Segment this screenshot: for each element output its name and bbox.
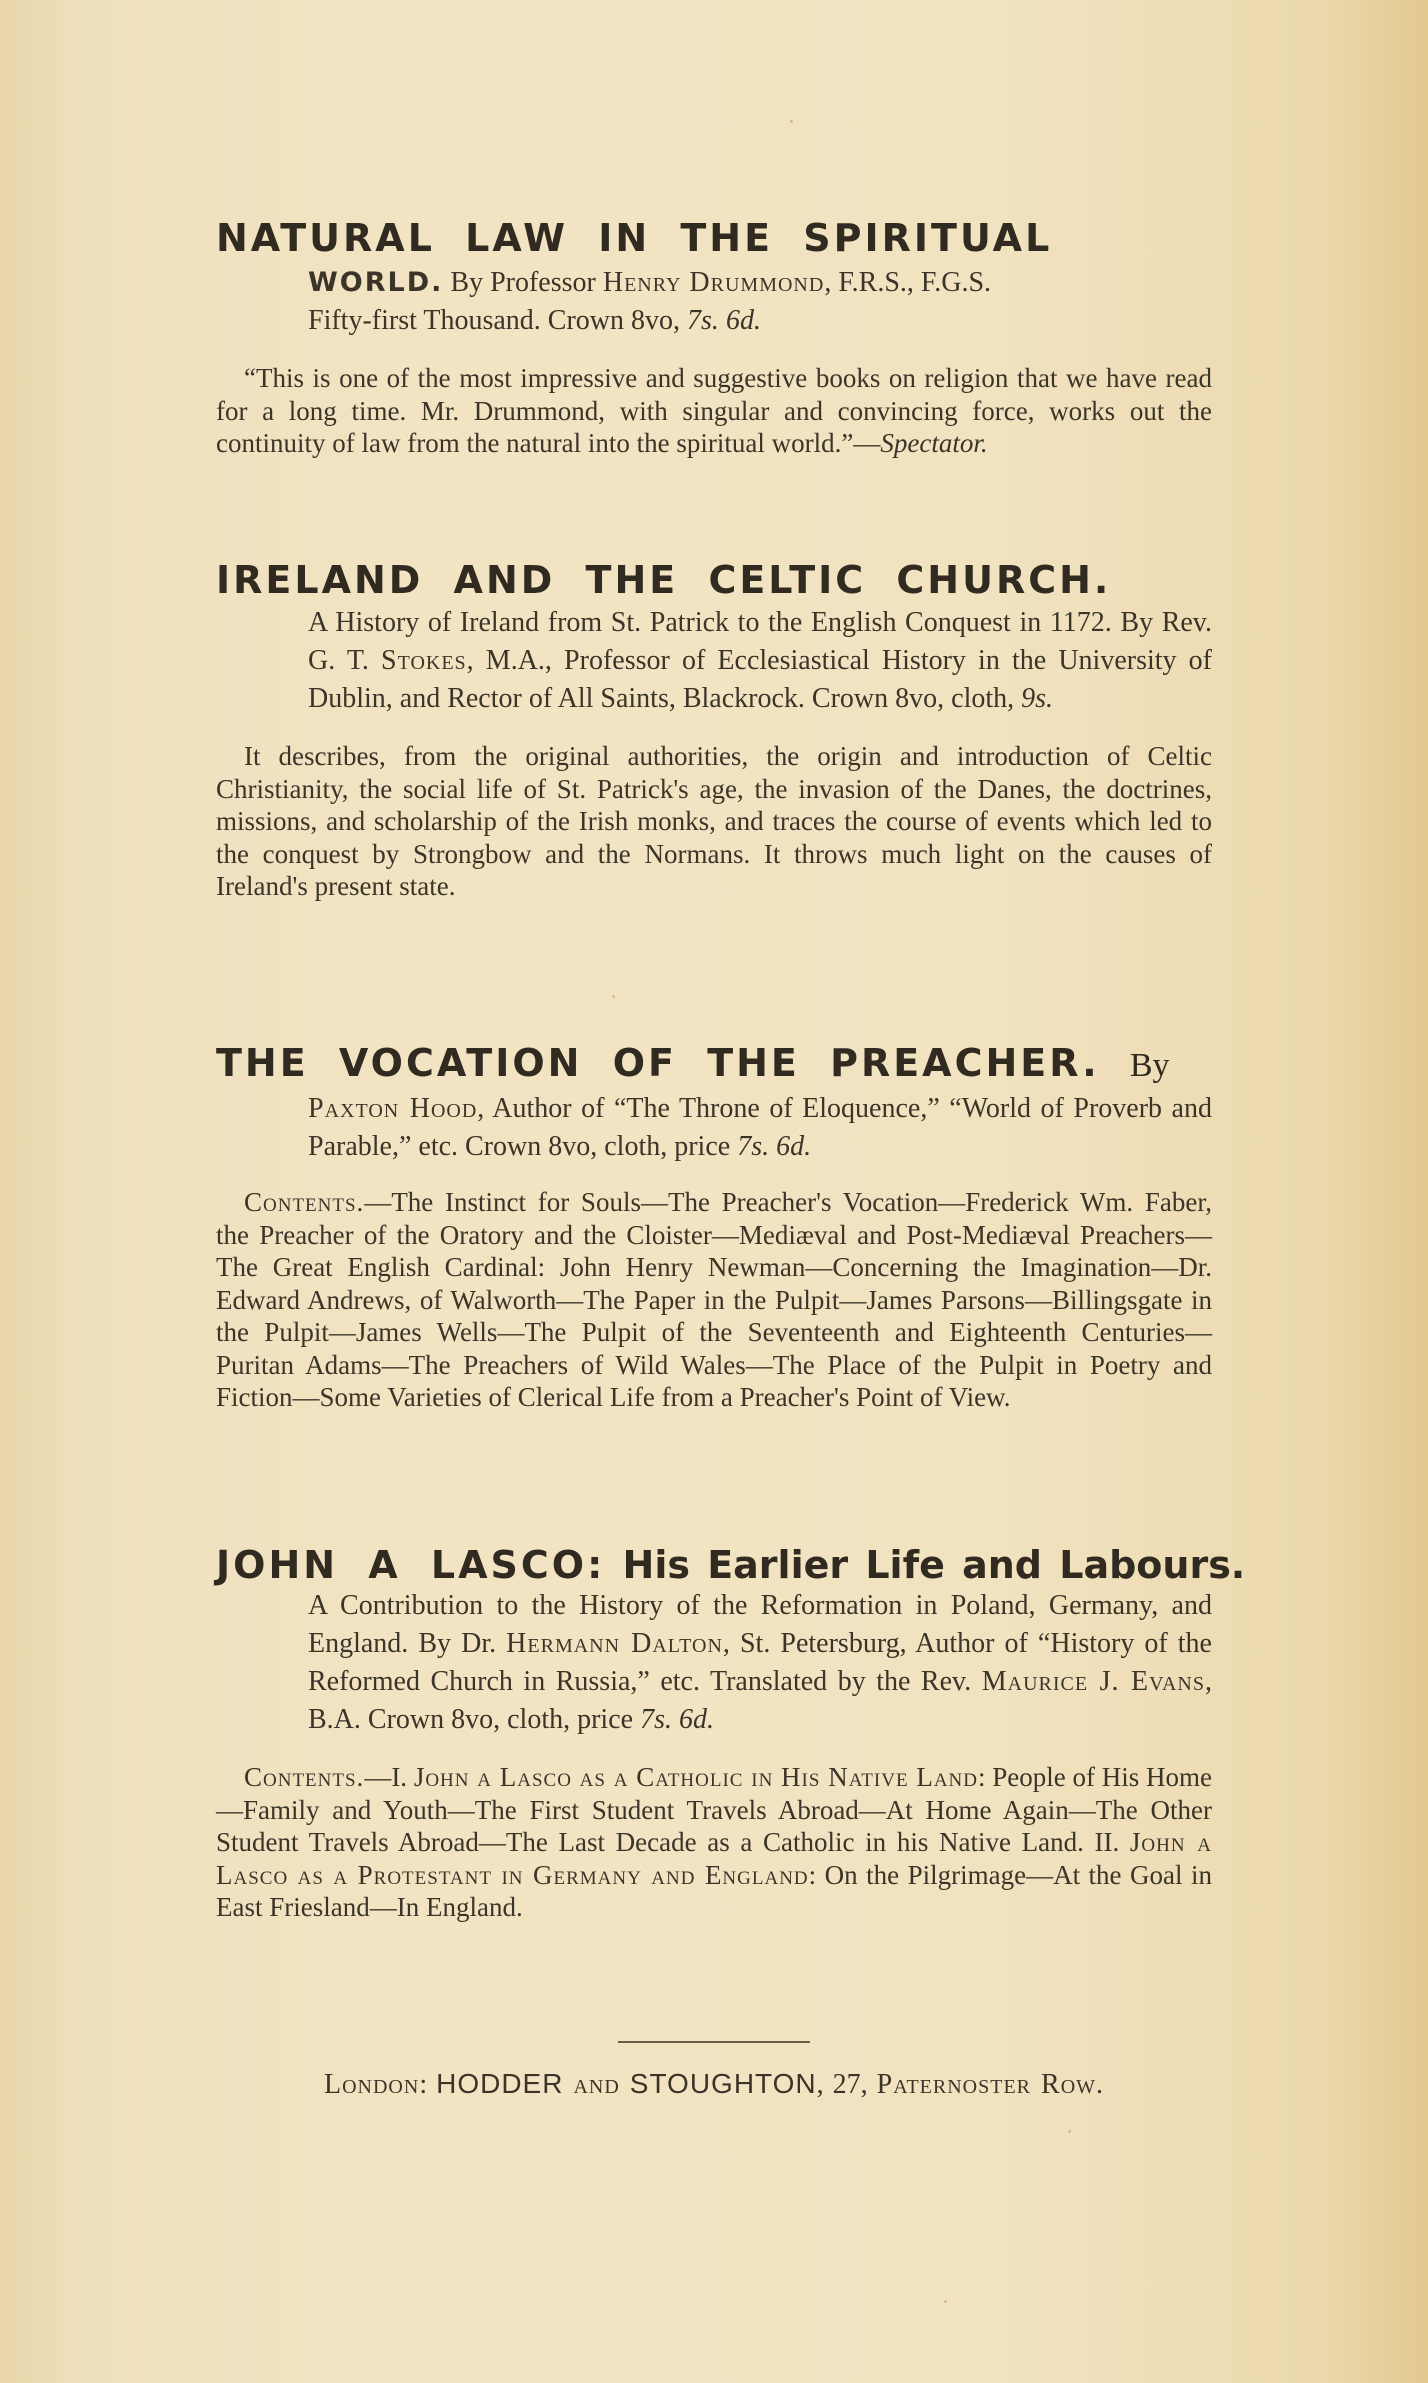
price: 9s. [1021, 683, 1054, 714]
publisher-imprint: London: HODDER and STOUGHTON, 27, Paternoster Row. [323, 2068, 1105, 2100]
paper-speck [612, 995, 615, 998]
entry-ireland [216, 560, 1212, 903]
entry-natural-law [216, 218, 1212, 460]
entry-contents: Contents.—The Instinct for Souls—The Preacher's Vocation—Frederick Wm. Faber, the Preacher of the Oratory and the Cloister—Mediæval and Post-Mediæval Preachers—The Great English Cardinal: John Henry Newman—Concerning the Imagination—Dr. Edward Andrews, of Walworth—The Paper in the Pulpit—James Parsons—Billingsgate in the Pulpit—James Wells—The Pulpit of the Seventeenth and Eighteenth Centuries—Puritan Adams—The Preachers of Wild Wales—The Place of the Pulpit in Poetry and Fiction—Some Varieties of Clerical Life from a Preacher's Point of View. [216, 1187, 1212, 1412]
author-name: Paxton Hood [308, 1093, 478, 1124]
price: 7s. [640, 1704, 672, 1735]
author-name: Henry Drummond [602, 267, 825, 298]
price: 7s. [687, 305, 719, 336]
paper-speck [790, 120, 793, 123]
footer-divider [618, 2041, 810, 2043]
contents-label: Contents. [244, 1187, 365, 1217]
price: 7s. [737, 1131, 770, 1162]
entry-review: It describes, from the original authorities, the origin and introduction of Celtic Christianity, the social life of St. Patrick's age, the invasion of the Danes, the doctrines, missions, and scholarship of the Irish monks, and traces the course of events which led to the conquest by Strongbow and the Normans. It throws much light on the causes of Ireland's present state. [216, 741, 1212, 901]
entry-title: THE VOCATION OF THE PREACHER. By [216, 1041, 1170, 1085]
contents-label: Contents. [244, 1762, 365, 1792]
translator-name: Maurice J. Evans [981, 1666, 1206, 1697]
entry-review: “This is one of the most impressive and suggestive books on religion that we have read for a long time. Mr. Drummond, with singular and convincing force, works out the continuity of law from the natural into the spiritual world.”—Spectator. [216, 363, 1212, 458]
entry-title: NATURAL LAW IN THE SPIRITUAL [216, 216, 1053, 260]
author-name: Hermann Dalton [506, 1628, 723, 1659]
entry-john-a-lasco [216, 1543, 1246, 1924]
entry-contents: Contents.—I. John a Lasco as a Catholic in His Native Land: People of His Home—Family and Youth—The First Student Travels Abroad—At Home Again—The Other Student Travels Abroad—The Last Decade as a Catholic in his Native Land. II. John a Lasco as a Protestant in Germany and England: On the Pilgrimage—At the Goal in East Friesland—In England. [216, 1762, 1212, 1922]
entry-subtitle: A Contribution to the History of the Reformation in Poland, Germany, and England. By Dr. Hermann Dalton, St. Petersburg, Author of “History of the Reformed Church in Russia,” etc. Translated by the Rev. Maurice J. Evans, B.A. Crown 8vo, cloth, price 7s. 6d. [308, 1590, 1213, 1735]
entry-title: JOHN A LASCO: His Earlier Life and Labours. [216, 1543, 1246, 1587]
entry-title: IRELAND AND THE CELTIC CHURCH. [216, 558, 1112, 602]
paper-speck [1068, 2130, 1071, 2133]
entry-subtitle: A History of Ireland from St. Patrick to the English Conquest in 1172. By Rev. G. T. Stokes, M.A., Professor of Ecclesiastical History in the University of Dublin, and Rector of All Saints, Blackrock. Crown 8vo, cloth, 9s. [308, 607, 1212, 714]
entry-subtitle: Paxton Hood, Author of “The Throne of Eloquence,” “World of Proverb and Parable,” etc. Crown 8vo, cloth, price 7s. 6d. [308, 1093, 1212, 1162]
entry-subtitle: WORLD. By Professor Henry Drummond, F.R.S., F.G.S. Fifty-first Thousand. Crown 8vo, 7s. 6d. [308, 267, 992, 336]
author-name: Stokes [381, 645, 467, 676]
entry-vocation [216, 1043, 1212, 1414]
paper-speck [944, 2300, 947, 2303]
review-source: Spectator. [880, 428, 988, 458]
